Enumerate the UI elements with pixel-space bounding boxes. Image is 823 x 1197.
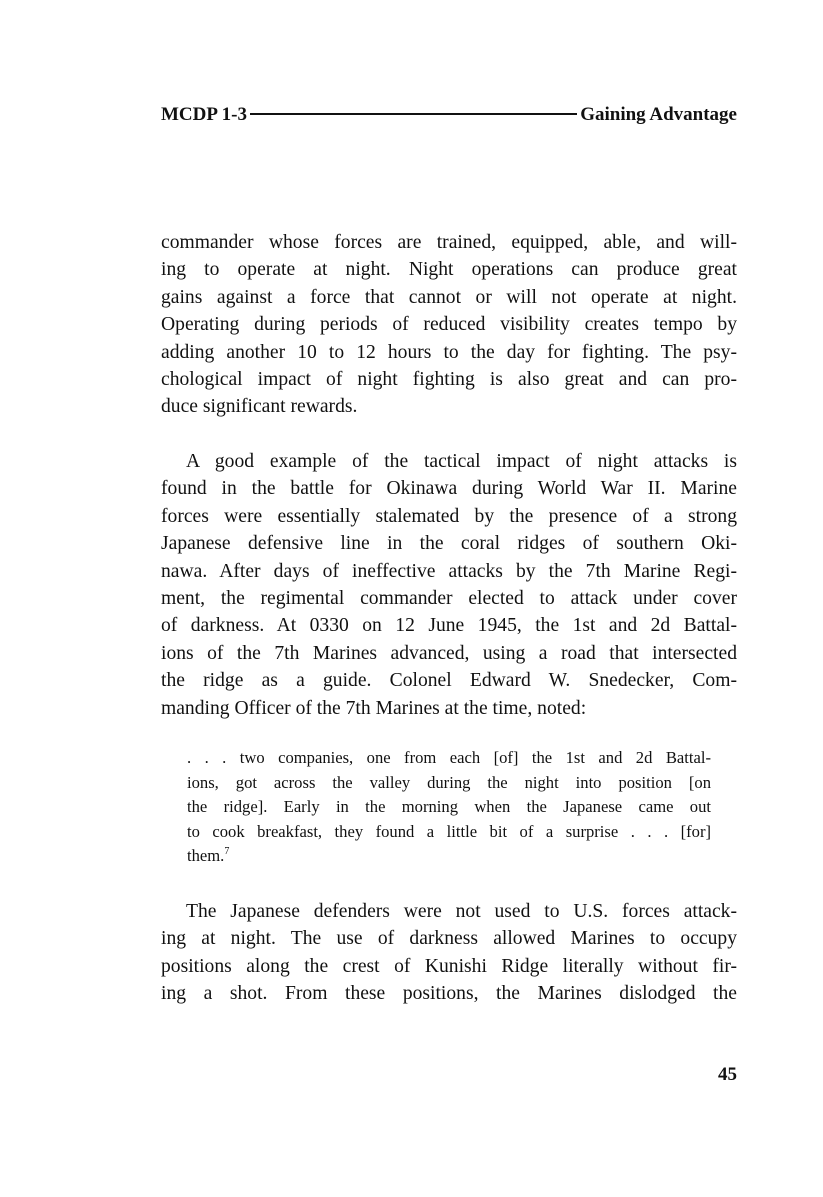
text-line: ing to operate at night. Night operations can produce great [161,259,737,281]
text-line: ions of the 7th Marines advanced, using a road that intersected [161,642,737,664]
text-line: of darkness. At 0330 on 12 June 1945, the 1st and 2d Battal- [161,615,737,637]
text-line: A good example of the tactical impact of night attacks is [186,451,737,472]
text-line: commander whose forces are trained, equipped, able, and will- [161,232,737,253]
quote-line: ions, got across the valley during the night into position [on [187,772,711,792]
paragraph-japanese-defenders [161,898,737,1008]
text-line: gains against a force that cannot or will not operate at night. [161,286,737,308]
text-line: duce significant rewards. [161,396,358,418]
text-line: positions along the crest of Kunishi Ridge literally without fir- [161,955,737,977]
header-rule [250,113,577,115]
text-line: Japanese defensive line in the coral ridges of southern Oki- [161,533,737,555]
text-line: The Japanese defenders were not used to U.S. forces attack- [186,901,737,922]
text-line: ing a shot. From these positions, the Marines dislodged the [161,983,737,1005]
block-quote-snedecker [187,746,711,869]
text-line: nawa. After days of ineffective attacks by the 7th Marine Regi- [161,560,737,582]
header-publication: MCDP 1-3 [161,104,248,125]
text-line: found in the battle for Okinawa during World War II. Marine [161,478,737,500]
quote-line: . . . two companies, one from each [of] the 1st and 2d Battal- [187,748,711,767]
text-line: Operating during periods of reduced visibility creates tempo by [161,314,737,336]
text-line: the ridge as a guide. Colonel Edward W. Snedecker, Com- [161,670,737,692]
page-number: 45 [718,1064,737,1085]
running-header [161,102,737,128]
text-line: forces were essentially stalemated by the presence of a strong [161,505,737,527]
paragraph-okinawa-example [161,448,737,722]
text-line: adding another 10 to 12 hours to the day for fighting. The psy- [161,341,737,363]
quote-line: to cook breakfast, they found a little bit of a surprise . . . [for] [187,821,711,841]
quote-line-final [187,844,711,869]
quote-final-text: them. [187,846,225,866]
text-line: ing at night. The use of darkness allowed Marines to occupy [161,928,737,950]
text-line: ment, the regimental commander elected to attack under cover [161,588,737,610]
paragraph-night-operations [161,229,737,421]
header-chapter-title: Gaining Advantage [580,104,737,125]
quote-line: the ridge]. Early in the morning when the Japanese came out [187,797,711,817]
footnote-marker: 7 [224,846,230,858]
text-line: chological impact of night fighting is also great and can pro- [161,369,737,391]
text-line: manding Officer of the 7th Marines at the time, noted: [161,697,587,719]
